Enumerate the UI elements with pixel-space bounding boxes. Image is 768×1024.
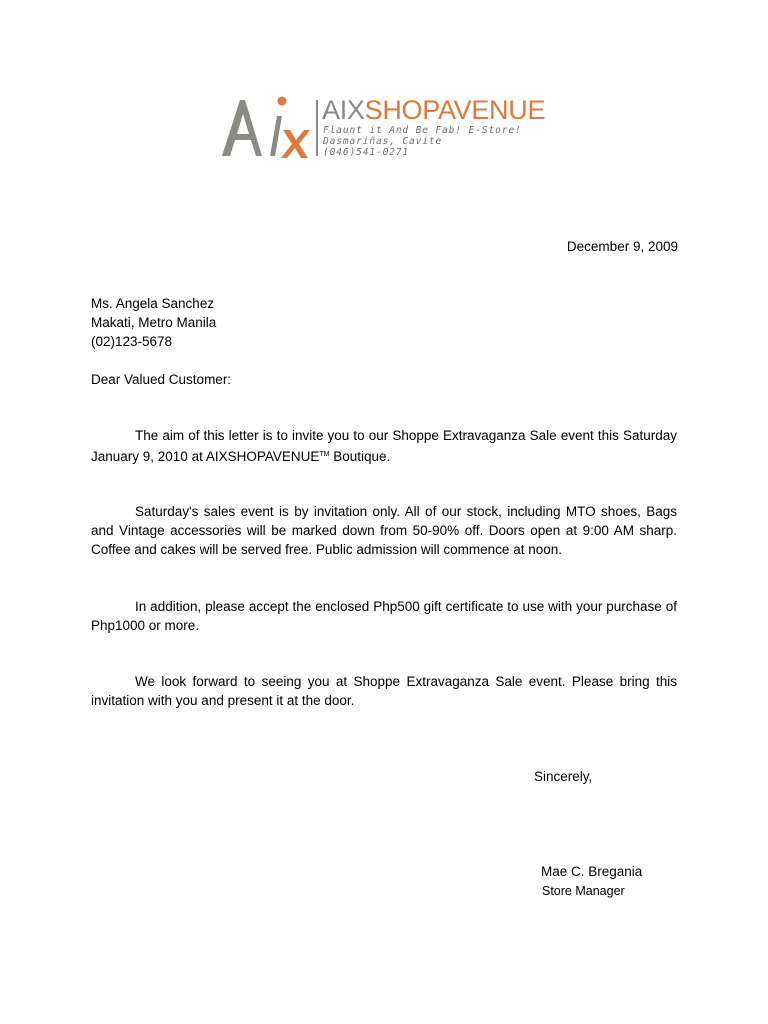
paragraph-invitation bbox=[91, 426, 677, 466]
recipient-name: Ms. Angela Sanchez bbox=[91, 296, 215, 311]
salutation: Dear Valued Customer: bbox=[91, 372, 232, 387]
brand-name bbox=[322, 94, 545, 126]
brand-name-aix: AIX bbox=[322, 95, 365, 125]
aix-logo-mark bbox=[220, 94, 312, 160]
closing: Sincerely, bbox=[534, 769, 593, 784]
logo-divider bbox=[316, 100, 318, 156]
signer-name: Mae C. Bregania bbox=[541, 864, 643, 879]
brand-phone: (046)541-0271 bbox=[323, 147, 410, 158]
trademark-mark: TM bbox=[319, 451, 330, 458]
signer-title: Store Manager bbox=[542, 884, 625, 898]
paragraph-invitation-suffix: Boutique. bbox=[329, 449, 391, 464]
brand-location: Dasmariñas, Cavite bbox=[323, 136, 443, 147]
recipient-phone: (02)123-5678 bbox=[91, 334, 173, 349]
letter-date: December 9, 2009 bbox=[566, 239, 678, 254]
brand-tagline: Flaunt it And Be Fab! E-Store! bbox=[323, 125, 522, 136]
paragraph-gift-certificate: In addition, please accept the enclosed Php500 gift certificate to use with your purchase of Php1000 or more. bbox=[91, 599, 677, 633]
brand-name-shopavenue: SHOPAVENUE bbox=[364, 95, 546, 125]
company-logo bbox=[220, 94, 546, 164]
paragraph-invitation-text: The aim of this letter is to invite you to our Shoppe Extravaganza Sale event this Saturday January 9, 2010 at AIXSHOPAVENUE bbox=[91, 428, 677, 464]
paragraph-closing-note: We look forward to seeing you at Shoppe Extravaganza Sale event. Please bring this invitation with you and present it at the door. bbox=[91, 674, 677, 708]
paragraph-event-details: Saturday's sales event is by invitation only. All of our stock, including MTO shoes, Bags and Vintage accessories will be marked down from 50-90% off. Doors open at 9:00 AM sharp. Coffee and cakes will be served free. Public admission will commence at noon. bbox=[91, 504, 677, 557]
recipient-city: Makati, Metro Manila bbox=[91, 315, 217, 330]
recipient-block bbox=[91, 294, 216, 351]
